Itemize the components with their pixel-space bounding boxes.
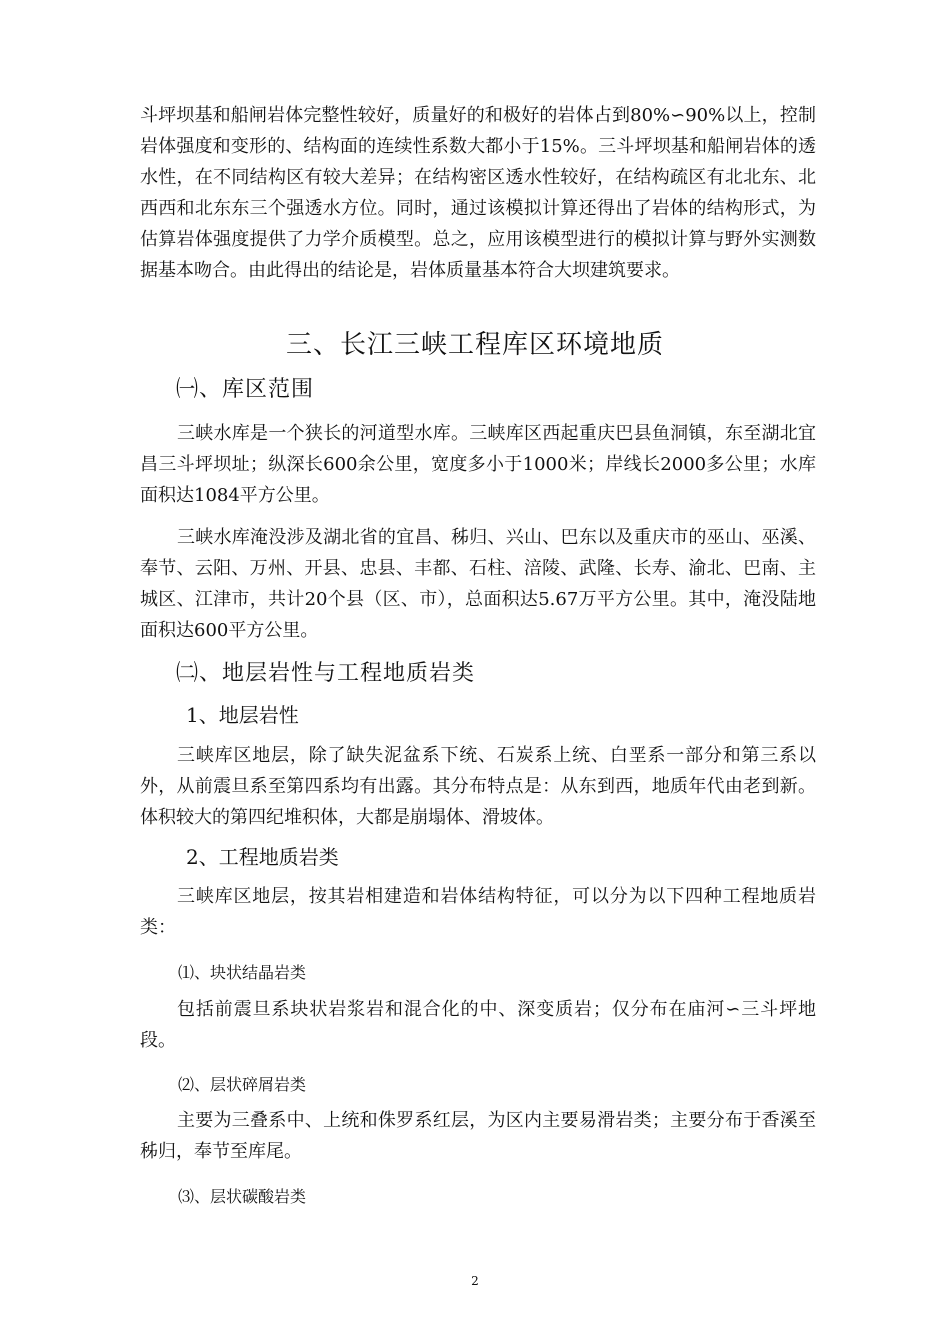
rock-type-title-1: ⑴、块状结晶岩类 <box>178 963 307 982</box>
rock-type-title-2: ⑵、层状碎屑岩类 <box>178 1075 307 1094</box>
intro-paragraph: 斗坪坝基和船闸岩体完整性较好，质量好的和极好的岩体占到80%∽90%以上，控制岩体强度和变形的、结构面的连续性系数大都小于15%。三斗坪坝基和船闸岩体的透水性，在不同结构区有较大差异；在结构密区透水性较好，在结构疏区有北北东、北西西和北东东三个强透水方位。同时，通过该模拟计算还得出了岩体的结构形式，为估算岩体强度提供了力学介质模型。总之，应用该模型进行的模拟计算与野外实测数据基本吻合。由此得出的结论是，岩体质量基本符合大坝建筑要求。 <box>140 105 816 281</box>
subsection-title-scope: ㈠、库区范围 <box>176 377 315 402</box>
rock-type-text-2: 主要为三叠系中、上统和侏罗系红层，为区内主要易滑岩类；主要分布于香溪至秭归，奉节至库尾。 <box>140 1110 816 1162</box>
rock-type-text-1: 包括前震旦系块状岩浆岩和混合化的中、深变质岩；仅分布在庙河∽三斗坪地段。 <box>140 999 816 1051</box>
subsection-title-lithology: ㈡、地层岩性与工程地质岩类 <box>176 661 476 686</box>
section-title: 三、长江三峡工程库区环境地质 <box>285 330 664 360</box>
paragraph-strata: 三峡库区地层，除了缺失泥盆系下统、石炭系上统、白垩系一部分和第三系以外，从前震旦系至第四系均有出露。其分布特点是：从东到西，地质年代由老到新。体积较大的第四纪堆积体，大都是崩塌体、滑坡体。 <box>140 745 816 828</box>
paragraph-submerged-area: 三峡水库淹没涉及湖北省的宜昌、秭归、兴山、巴东以及重庆市的巫山、巫溪、奉节、云阳、万州、开县、忠县、丰都、石柱、涪陵、武隆、长寿、渝北、巴南、主城区、江津市，共计20个县（区、市），总面积达5.67万平方公里。其中，淹没陆地面积达600平方公里。 <box>140 527 816 641</box>
item-title-rock-types: 2、工程地质岩类 <box>186 845 339 869</box>
paragraph-rock-types: 三峡库区地层，按其岩相建造和岩体结构特征，可以分为以下四种工程地质岩类： <box>140 886 816 938</box>
rock-type-title-3: ⑶、层状碳酸岩类 <box>178 1187 307 1206</box>
page-number: 2 <box>471 1274 479 1288</box>
item-title-strata: 1、地层岩性 <box>186 703 299 727</box>
paragraph-reservoir-scope: 三峡水库是一个狭长的河道型水库。三峡库区西起重庆巴县鱼洞镇，东至湖北宜昌三斗坪坝址；纵深长600余公里，宽度多小于1000米；岸线长2000多公里；水库面积达1084平方公里。 <box>140 423 816 506</box>
